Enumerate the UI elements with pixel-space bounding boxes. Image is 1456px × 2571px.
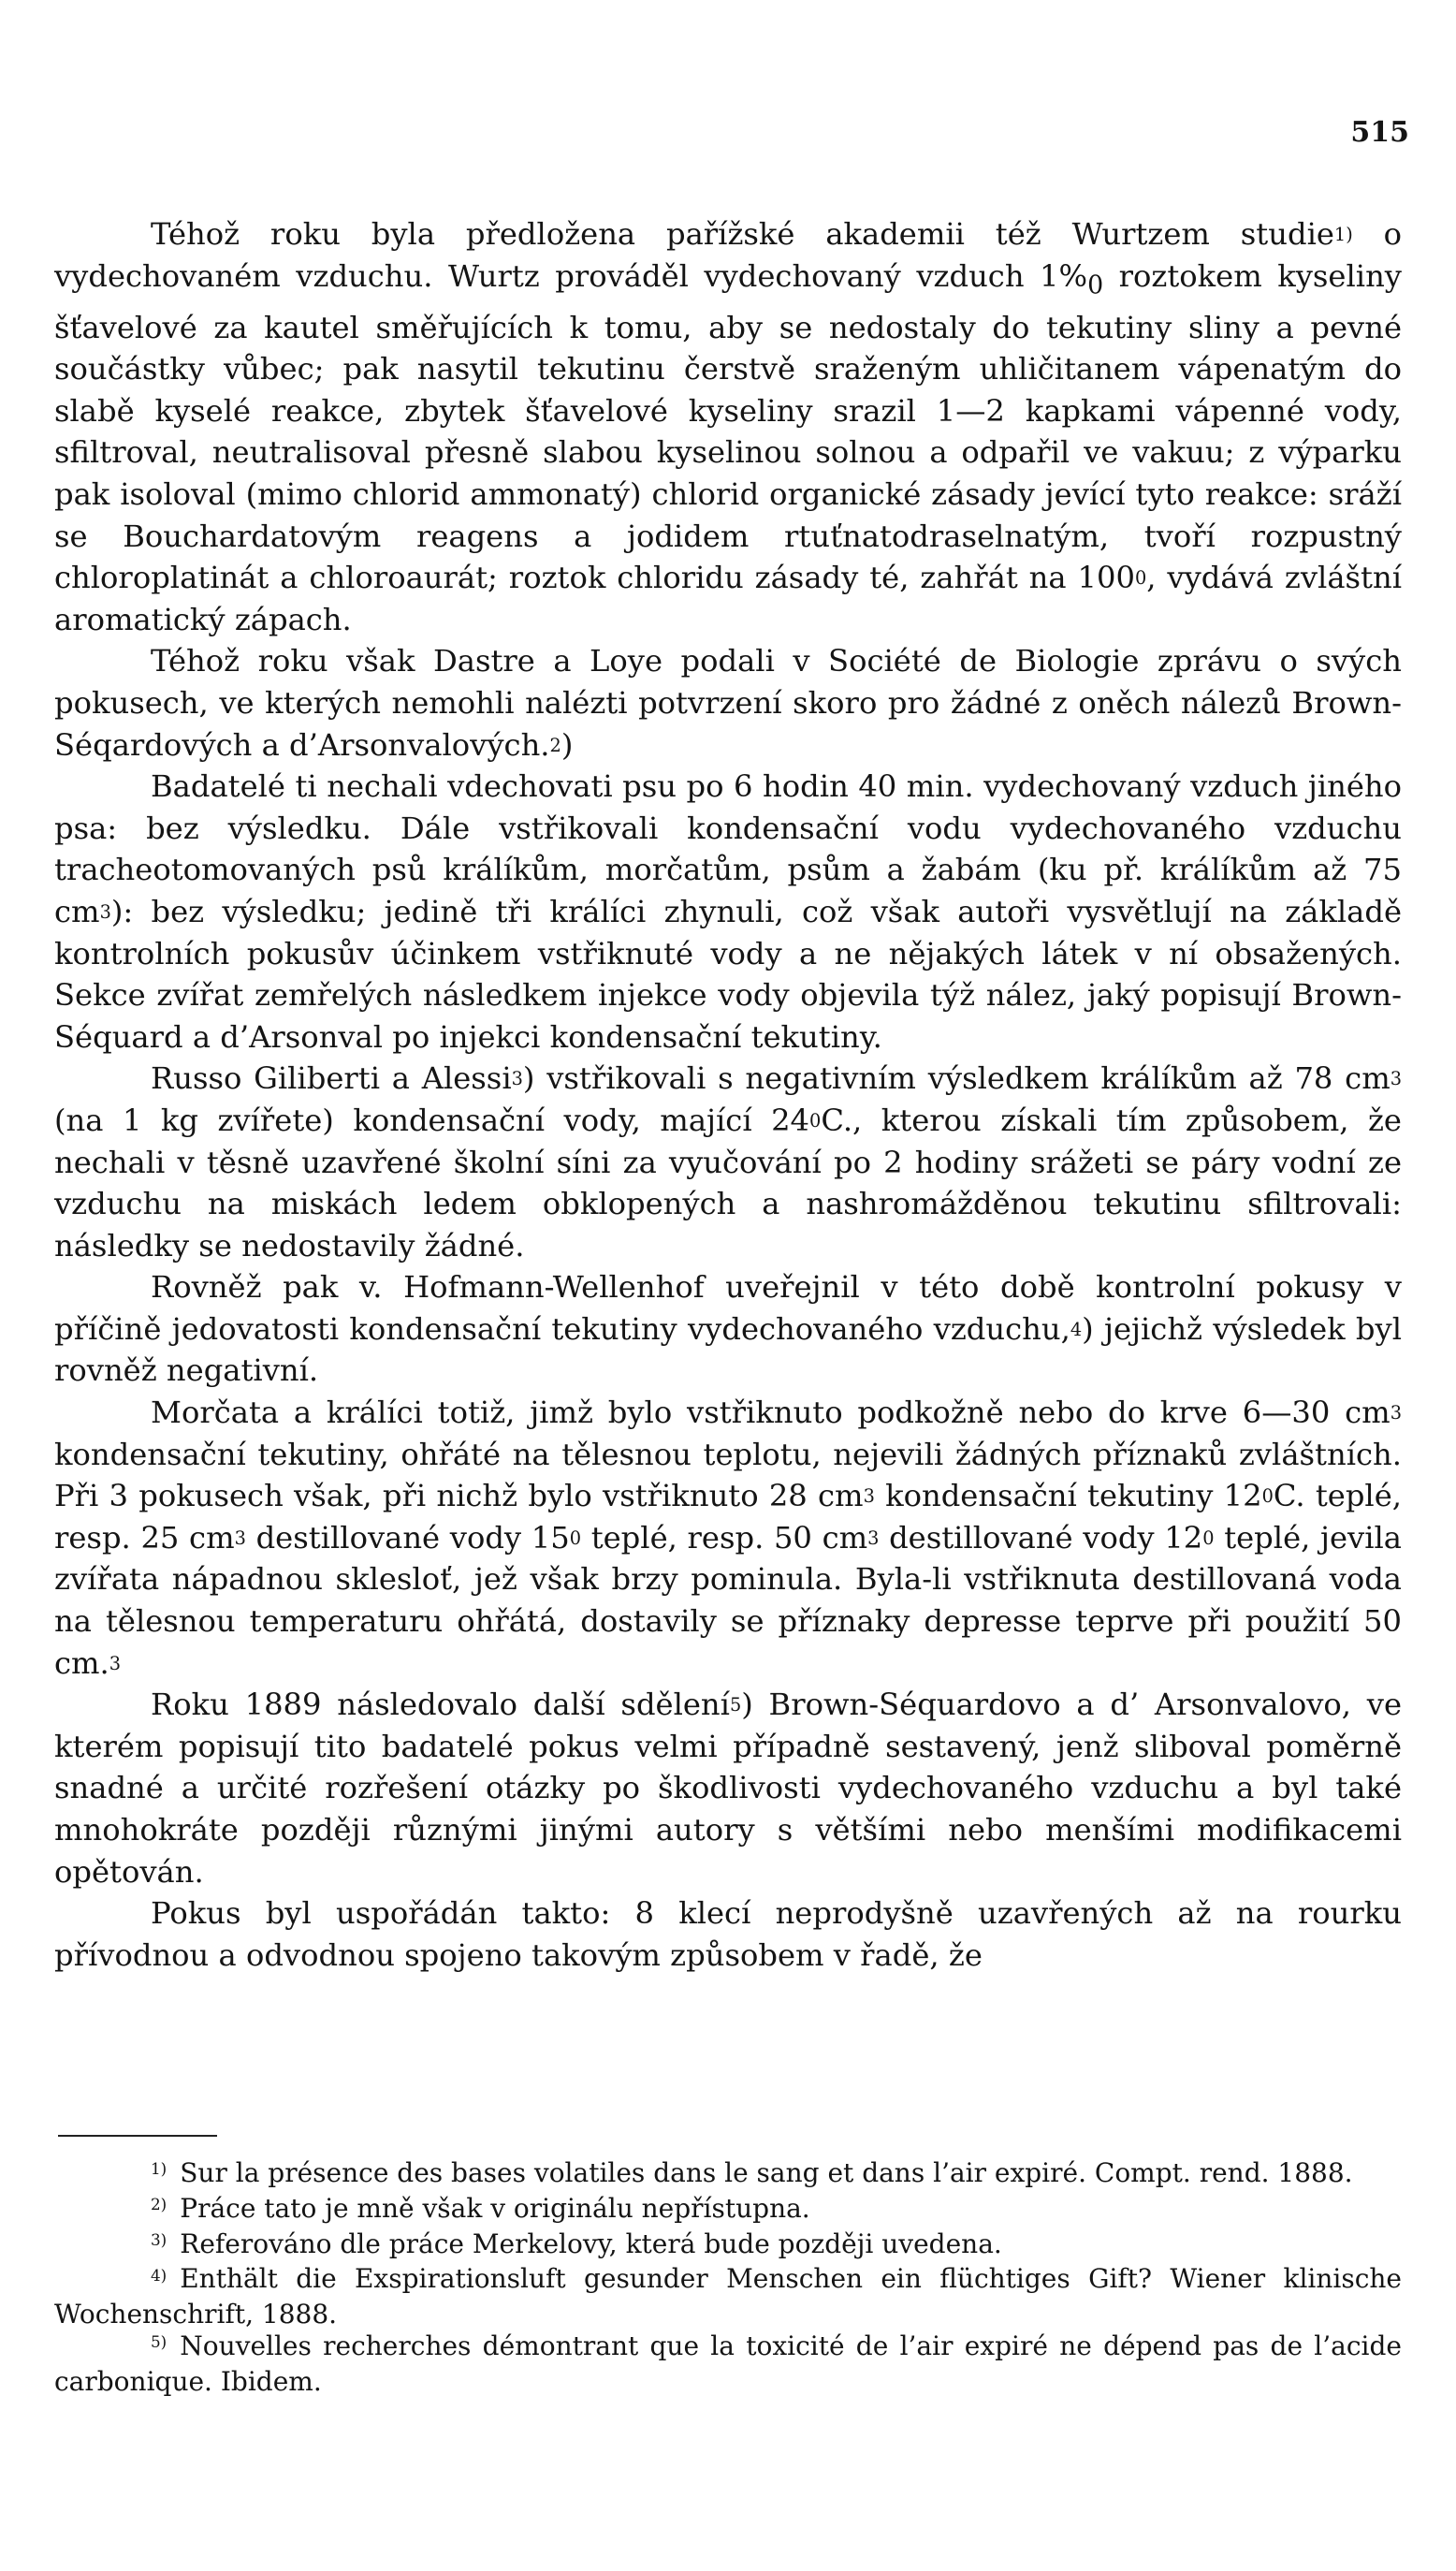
footnote-mark: 4): [151, 2265, 167, 2285]
superscript: 3: [234, 1527, 246, 1549]
footnote-text: Referováno dle práce Merkelovy, která bude později uvedena.: [180, 2228, 1002, 2259]
footnote: [54, 2330, 1402, 2398]
text-run: Rovněž pak v. Hofmann-Wellenhof uveřejnil v této době kontrolní pokusy v příčině jedovatosti kondensační tekutiny vydechovaného vzduchu,: [54, 1269, 1402, 1347]
text-run: o vydechovaném vzduchu. Wurtz prováděl vydechovaný vzduch 1%: [54, 216, 1402, 294]
text-run: kondensační tekutiny, ohřáté na tělesnou teplotu, nejevili žádných příznaků zvláštních. Při 3 pokusech však, při nichž bylo vstřiknuto 28 cm: [54, 1436, 1402, 1514]
superscript: 0: [1261, 1485, 1274, 1508]
footnote-text: Enthält die Exspirationsluft gesunder Menschen ein flüchtiges Gift? Wiener klinische Wochenschrift, 1888.: [54, 2263, 1402, 2330]
text-run: ) Brown-Séquardovo a d’ Arsonvalovo, ve kterém popisují tito badatelé pokus velmi případně sestavený, jenž sliboval poměrně snadné a určité rozřešení otázky po škodlivosti vydechovaného vzduchu a byl také mnohokráte později různými jinými autory s většími nebo menšími modifikacemi opětován.: [54, 1687, 1402, 1890]
footnote-mark: 5): [151, 2332, 167, 2352]
text-run: destillované vody 15: [245, 1519, 570, 1556]
body-paragraph: [54, 1392, 1402, 1684]
text-run: teplé, resp. 50 cm: [581, 1519, 868, 1556]
text-run: Russo Giliberti a Alessi: [151, 1060, 512, 1097]
superscript: 3: [511, 1068, 523, 1090]
superscript: 3: [863, 1485, 875, 1508]
footnote-mark: 3): [151, 2230, 167, 2250]
superscript: 3: [1390, 1068, 1403, 1090]
footnote: [54, 2193, 1402, 2228]
body-paragraph: [54, 1684, 1402, 1892]
body-paragraph: [54, 640, 1402, 766]
superscript: 0: [809, 1110, 822, 1132]
footnote-text: Práce tato je mně však v originálu nepřístupna.: [180, 2192, 810, 2224]
text-run: ): [561, 726, 574, 763]
text-run: kondensační tekutiny 12: [874, 1478, 1262, 1514]
superscript: 0: [1134, 567, 1147, 590]
superscript: 0: [1202, 1527, 1215, 1549]
text-run: Morčata a králíci totiž, jimž bylo vstřiknuto podkožně nebo do krve 6—30 cm: [151, 1395, 1390, 1431]
superscript: 4: [1070, 1319, 1083, 1341]
footnote-mark: 2): [151, 2195, 167, 2214]
footnotes: [54, 2157, 1402, 2398]
superscript: 3: [99, 901, 111, 924]
page-number: 515: [1350, 116, 1409, 149]
superscript: 5: [729, 1694, 742, 1716]
footnote-divider: [58, 2135, 217, 2137]
text-run: roztokem kyseliny šťavelové za kautel směřujících k tomu, aby se nedostaly do tekutiny sliny a pevné součástky vůbec; pak nasytil tekutinu čerstvě sraženým uhličitanem vápenatým do slabě kyselé reakce, zbytek šťavelové kyseliny srazil 1—2 kapkami vápenné vody, sfiltroval, neutralisoval přesně slabou kyselinou solnou a odpařil ve vakuu; z výparku pak isoloval (mimo chlorid ammonatý) chlorid organické zásady jevící tyto reakce: sráží se Bouchardatovým reagens a jodidem rtuťnatodraselnatým, tvoří rozpustný chloroplatinát a chloroaurát; roztok chloridu zásady té, zahřát na 100: [54, 257, 1402, 596]
text-run: ): bez výsledku; jedině tři králíci zhynuli, což však autoři vysvětlují na základě kontrolních pokusův účinkem vstřiknuté vody a ne nějakých látek v ní obsažených. Sekce zvířat zemřelých následkem injekce vody objevila týž nález, jaký popisují Brown-Séquard a d’Arsonval po injekci kondensační tekutiny.: [54, 893, 1402, 1055]
text-run: C. teplé, resp. 25 cm: [54, 1478, 1403, 1556]
body-paragraph: [54, 1892, 1402, 1976]
superscript: 1): [1333, 224, 1353, 246]
superscript: 3: [867, 1527, 880, 1549]
superscript: 2: [549, 734, 561, 756]
body-paragraph: [54, 213, 1402, 640]
text-run: ) jejichž výsledek byl rovněž negativní.: [54, 1310, 1402, 1389]
body-paragraph: [54, 1058, 1402, 1266]
text-run: Roku 1889 následovalo další sdělení: [151, 1687, 730, 1723]
body-paragraph: [54, 766, 1402, 1058]
subscript: 0: [1087, 270, 1104, 300]
text-run: Badatelé ti nechali vdechovati psu po 6 hodin 40 min. vydechovaný vzduch jiného psa: bez výsledku. Dále vstřikovali kondensační vodu vydechovaného vzduchu tracheotomovaných psů králíkům, morčatům, psům a žabám (ku př. králíkům až 75 cm: [54, 768, 1402, 929]
text-run: , vydává zvláštní aromatický zápach.: [54, 560, 1402, 637]
text-run: Téhož roku však Dastre a Loye podali v Société de Biologie zprávu o svých pokusech, ve kterých nemohli nalézti potvrzení skoro pro žádné z oněch nálezů Brown-Séqardových a d’Arsonvalových.: [54, 643, 1402, 763]
superscript: 3: [109, 1652, 122, 1674]
text-run: C., kterou získali tím způsobem, že nechali v těsně uzavřené školní síni za vyučování po 2 hodiny srážeti se páry vodní ze vzduchu na miskách ledem obklopených a nashromážděnou tekutinu sfiltrovali: následky se nedostavily žádné.: [54, 1102, 1402, 1264]
text-run: ) vstřikovali s negativním výsledkem králíkům až 78 cm: [522, 1060, 1390, 1097]
footnote: [54, 2228, 1402, 2264]
text-run: Téhož roku byla předložena pařížské akademii též Wurtzem studie: [151, 216, 1334, 252]
text-run: (na 1 kg zvířete) kondensační vody, mající 24: [54, 1102, 810, 1138]
superscript: 0: [569, 1527, 582, 1549]
body-paragraph: [54, 1266, 1402, 1392]
footnote: [54, 2263, 1402, 2330]
main-text: [54, 213, 1402, 1976]
text-run: destillované vody 12: [879, 1519, 1203, 1556]
text-run: Pokus byl uspořádán takto: 8 klecí neprodyšně uzavřených až na rourku přívodnou a odvodnou spojeno takovým způsobem v řadě, že: [54, 1895, 1402, 1973]
footnote-text: Nouvelles recherches démontrant que la toxicité de l’air expiré ne dépend pas de l’acide carbonique. Ibidem.: [54, 2330, 1402, 2397]
superscript: 3: [1390, 1402, 1402, 1424]
footnote-text: Sur la présence des bases volatiles dans le sang et dans l’air expiré. Compt. rend. 1888.: [180, 2157, 1353, 2188]
footnote-mark: 1): [151, 2159, 167, 2179]
text-run: teplé, jevila zvířata nápadnou sklesloť, jež však brzy pominula. Byla-li vstřiknuta destillovaná voda na tělesnou temperaturu ohřátá, dostavily se příznaky depresse teprve při použití 50 cm.: [54, 1519, 1402, 1681]
footnote: [54, 2157, 1402, 2193]
